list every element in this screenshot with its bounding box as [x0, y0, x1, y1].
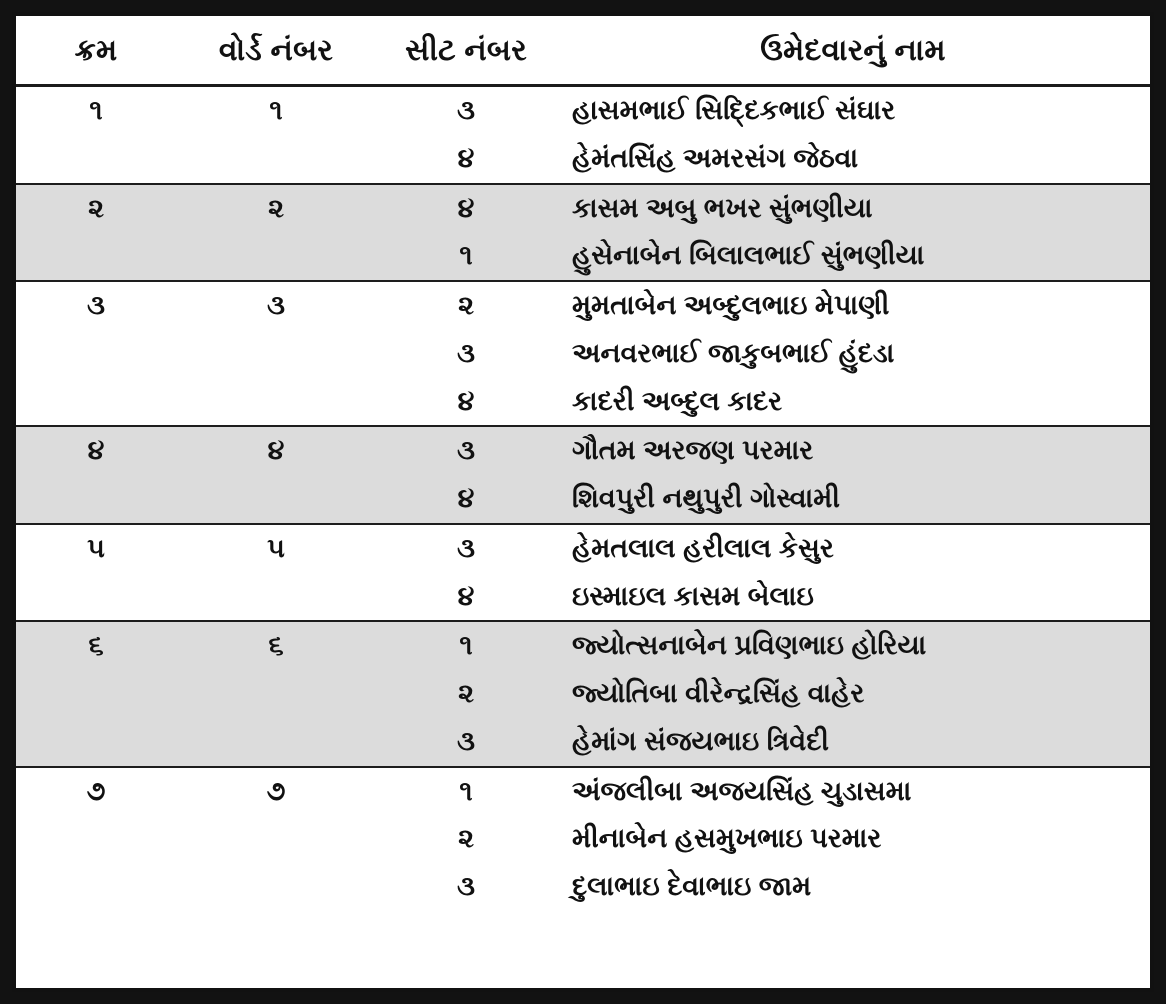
cell-seat-number: ૪	[457, 385, 475, 416]
table-row	[16, 524, 1150, 573]
table-body	[16, 86, 1150, 911]
cell-seat-number: ૧	[376, 232, 556, 281]
cell-candidate-name: મીનાબેન હસમુખભાઇ પરમાર	[572, 823, 882, 854]
table-row	[16, 815, 1150, 863]
cell-candidate-name: શિવપુરી નથુપુરી ગોસ્વામી	[556, 475, 1150, 524]
table-header	[16, 16, 1150, 86]
cell-kram: ૭	[16, 767, 176, 816]
cell-ward-number	[176, 863, 376, 911]
cell-kram: ૬	[16, 621, 176, 670]
cell-candidate-name: મુમતાબેન અબ્દુલભાઇ મેપાણી	[556, 281, 1150, 330]
cell-candidate-name: ગૌતમ અરજણ પરમાર	[556, 426, 1150, 475]
cell-kram: ૪	[16, 426, 176, 475]
document-border-frame	[12, 12, 1154, 992]
table-header-row	[16, 16, 1150, 86]
cell-candidate-name: જ્યોત્સનાબેન પ્રવિણભાઇ હોરિયા	[556, 621, 1150, 670]
cell-seat-number: ૧	[376, 767, 556, 816]
cell-seat-number: ૩	[376, 524, 556, 573]
table-row	[16, 232, 1150, 281]
cell-seat-number: ૪	[457, 142, 475, 173]
cell-seat-number: ૪	[376, 475, 556, 524]
cell-ward-number: ૬	[176, 621, 376, 670]
column-header-seat-number: સીટ નંબર	[376, 16, 556, 86]
table-row	[16, 670, 1150, 718]
cell-seat-number: ૪	[457, 580, 475, 611]
cell-ward-number	[176, 718, 376, 767]
table-row	[16, 621, 1150, 670]
column-header-candidate-name: ઉમેદવારનું નામ	[556, 16, 1150, 86]
cell-ward-number	[176, 670, 376, 718]
cell-ward-number	[176, 475, 376, 524]
cell-seat-number: ૩	[457, 95, 475, 125]
cell-candidate-name: હેમતલાલ હરીલાલ કેસુર	[556, 524, 1150, 573]
cell-seat-number: ૩	[457, 871, 475, 901]
table-row	[16, 573, 1150, 622]
cell-kram	[16, 815, 176, 863]
cell-ward-number	[176, 573, 376, 622]
cell-kram	[16, 135, 176, 184]
cell-ward-number: ૪	[176, 426, 376, 475]
table-row	[16, 475, 1150, 524]
cell-kram	[16, 863, 176, 911]
table-row	[16, 863, 1150, 911]
cell-candidate-name: કાદરી અબ્દુલ કાદર	[572, 385, 783, 416]
cell-ward-number	[176, 378, 376, 427]
cell-ward-number	[176, 330, 376, 378]
column-header-ward-number: વોર્ડ નંબર	[176, 16, 376, 86]
cell-ward-number	[176, 135, 376, 184]
cell-ward-number: ૭	[176, 767, 376, 816]
table-row	[16, 184, 1150, 233]
table-row	[16, 378, 1150, 427]
cell-ward-number	[176, 815, 376, 863]
cell-kram	[16, 378, 176, 427]
cell-seat-number: ૨	[376, 281, 556, 330]
cell-seat-number: ૧	[376, 621, 556, 670]
cell-kram	[16, 670, 176, 718]
cell-candidate-name: અનવરભાઈ જાકુબભાઈ હુંદડા	[572, 337, 895, 368]
cell-ward-number: ૧	[269, 95, 283, 125]
cell-candidate-name: હાસમભાઈ સિદ્દિકભાઈ સંઘાર	[572, 95, 896, 125]
cell-seat-number: ૩	[376, 426, 556, 475]
cell-candidate-name: ઇસ્માઇલ કાસમ બેલાઇ	[572, 580, 814, 611]
cell-ward-number: ૫	[176, 524, 376, 573]
cell-seat-number: ૩	[376, 718, 556, 767]
cell-ward-number: ૨	[176, 184, 376, 233]
table-row	[16, 767, 1150, 816]
cell-kram: ૨	[16, 184, 176, 233]
cell-candidate-name: જ્યોતિબા વીરેન્દ્રસિંહ વાહેર	[556, 670, 1150, 718]
cell-ward-number	[176, 232, 376, 281]
cell-candidate-name: હુસેનાબેન બિલાલભાઈ સુંભણીયા	[556, 232, 1150, 281]
cell-candidate-name: અંજલીબા અજયસિંહ ચુડાસમા	[556, 767, 1150, 816]
cell-kram	[16, 330, 176, 378]
cell-kram	[16, 475, 176, 524]
cell-seat-number: ૨	[458, 823, 474, 854]
table-row	[16, 281, 1150, 330]
cell-ward-number: ૩	[176, 281, 376, 330]
cell-candidate-name: હેમંતસિંહ અમરસંગ જેઠવા	[572, 142, 859, 173]
cell-kram: ૫	[16, 524, 176, 573]
cell-kram: ૩	[16, 281, 176, 330]
column-header-kram: ક્રમ	[16, 16, 176, 86]
table-row	[16, 426, 1150, 475]
cell-candidate-name: હેમાંગ સંજયભાઇ ત્રિવેદી	[556, 718, 1150, 767]
cell-kram: ૧	[89, 95, 103, 125]
candidate-list-table	[16, 16, 1150, 911]
table-row	[16, 718, 1150, 767]
cell-kram	[16, 718, 176, 767]
cell-candidate-name: કાસમ અબુ ભખર સુંભણીયા	[556, 184, 1150, 233]
cell-seat-number: ૩	[457, 337, 475, 368]
table-row	[16, 330, 1150, 378]
cell-seat-number: ૨	[376, 670, 556, 718]
cell-seat-number: ૪	[376, 184, 556, 233]
cell-kram	[16, 232, 176, 281]
cell-candidate-name: દુલાભાઇ દેવાભાઇ જામ	[572, 871, 812, 901]
table-row	[16, 135, 1150, 184]
cell-kram	[16, 573, 176, 622]
table-row	[16, 86, 1150, 135]
